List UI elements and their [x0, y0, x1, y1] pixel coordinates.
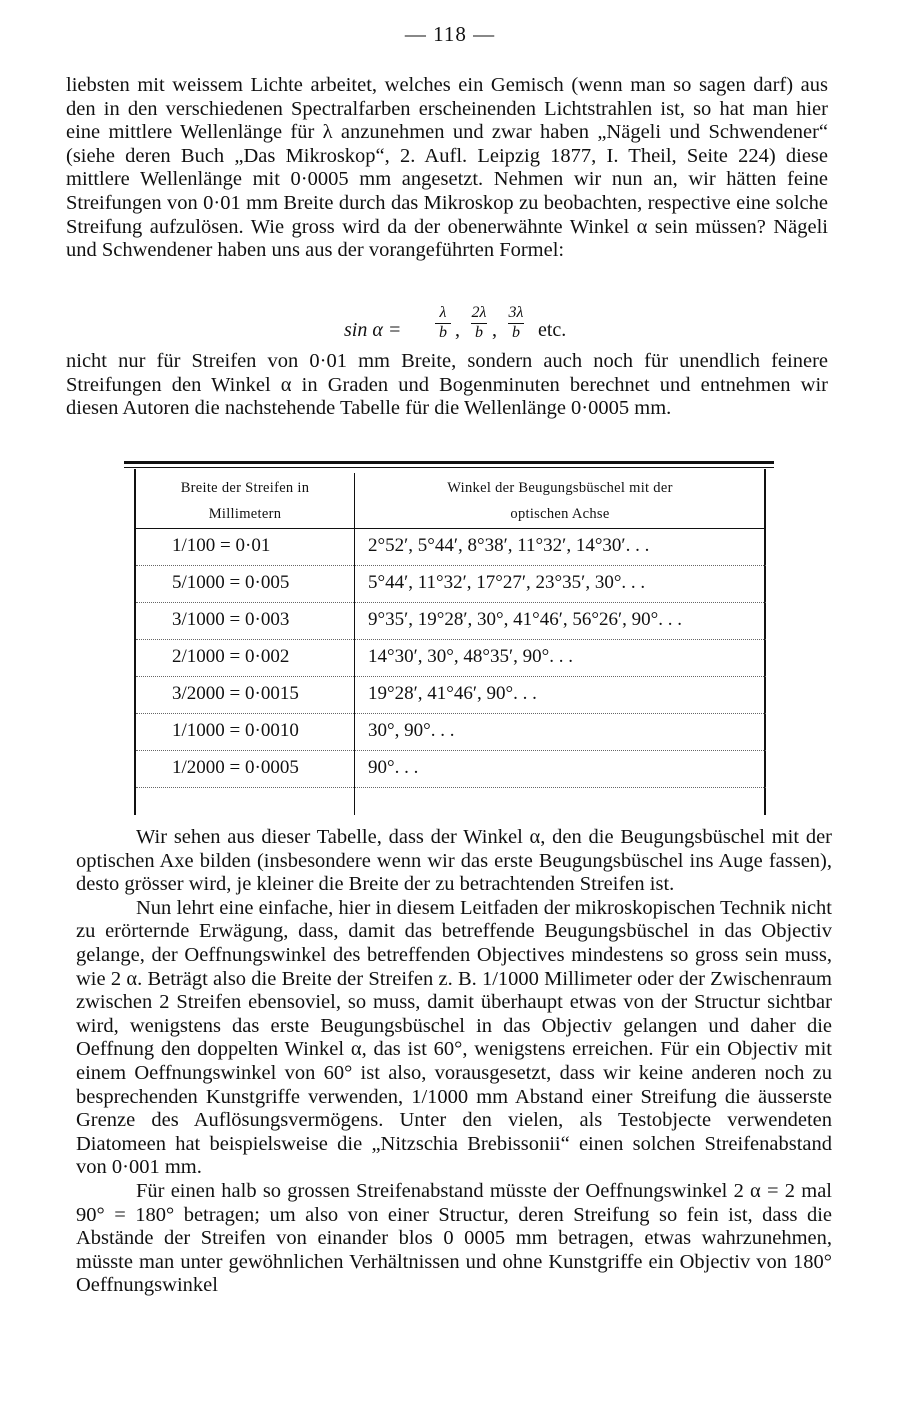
- table-row: [124, 566, 774, 603]
- table-row: [124, 640, 774, 677]
- cell-width: 1/100 = 0·01: [172, 535, 271, 556]
- table-header-angles: Winkel der Beugungsbüschel mit der optischen Achse: [447, 480, 673, 522]
- formula-fraction: [432, 303, 454, 342]
- cell-width: 3/1000 = 0·003: [172, 609, 290, 630]
- formula-fraction: [468, 303, 490, 342]
- cell-width: 2/1000 = 0·002: [172, 646, 290, 667]
- paragraph-5: Für einen halb so grossen Streifenabstand müsste der Oeffnungswinkel 2 α = 2 mal 90° = 180° betragen; um also von einer Structur, deren Streifung so fein ist, dass die Abstände der Streifen von einander blos 0 0005 mm betragen, etwas wahrzunehmen, müsste man unter gewöhnlichen Verhältnissen und ohne Kunstgriffe ein Objectiv von 180° Oeffnungswinkel: [76, 1179, 832, 1297]
- table-row: [124, 603, 774, 640]
- cell-angles: 9°35′, 19°28′, 30°, 41°46′, 56°26′, 90°. . .: [368, 609, 682, 630]
- formula-etc: etc.: [538, 319, 567, 341]
- body-text: [76, 826, 832, 1298]
- cell-width: 1/1000 = 0·0010: [172, 720, 299, 741]
- cell-angles: 2°52′, 5°44′, 8°38′, 11°32′, 14°30′. . .: [368, 535, 650, 556]
- cell-angles: 90°. . .: [368, 757, 419, 778]
- cell-angles: 5°44′, 11°32′, 17°27′, 23°35′, 30°. . .: [368, 572, 646, 593]
- fraction-numerator: λ: [439, 304, 447, 321]
- paragraph-4: Nun lehrt eine einfache, hier in diesem Leitfaden der mikroskopischen Technik nicht zu erörternde Erwägung, dass, damit das betreffende Beugungsbüschel in das Objectiv gelange, der Oeffnungswinkel des betreffenden Objectives mindestens so gross sein muss, wie 2 α. Beträgt also die Breite der Streifen z. B. 1/1000 Millimeter oder der Zwischenraum zwischen 2 Streifen ebensoviel, so muss, damit überhaupt etwas von der Structur sichtbar wird, wenigstens das erste Beugungsbüschel in das Objectiv gelangen und daher die Oeffnung den doppelten Winkel α, das ist 60°, wenigstens erreichen. Für ein Objectiv mit einem Oeffnungswinkel von 60° ist also, vorausgesetzt, dass wir keine anderen noch zu besprechenden Kunstgriffe verwenden, 1/1000 mm Abstand einer Streifung die äusserste Grenze des Auflösungsvermögens. Unter den vielen, als Testobjecte verwendeten Diatomeen hat beispielsweise die „Nitzschia Brebissonii“ einen solchen Streifenabstand von 0·001 mm.: [76, 896, 832, 1179]
- table-row: [124, 529, 774, 566]
- table-row: [124, 714, 774, 751]
- fraction-denominator: b: [475, 324, 483, 341]
- table-header-width: Breite der Streifen in Millimetern: [180, 480, 310, 522]
- fraction-numerator: 2λ: [471, 304, 487, 321]
- page-number: — 118 —: [404, 22, 496, 46]
- table-row: [124, 677, 774, 714]
- paragraph-intro: [66, 74, 828, 263]
- fraction-separator: ,: [492, 319, 497, 341]
- angle-table: [124, 461, 774, 815]
- table-top-rule: [124, 461, 774, 464]
- paragraph-2: nicht nur für Streifen von 0·01 mm Breite, sondern auch noch für unendlich feinere Streifungen den Winkel α in Graden und Bogenminuten berechnet und entnehmen wir diesen Autoren die nachstehende Tabelle für die Wellenlänge 0·0005 mm.: [66, 350, 828, 420]
- fraction-denominator: b: [439, 324, 447, 341]
- formula-sin: sin α =: [344, 319, 402, 341]
- paragraph-1: liebsten mit weissem Lichte arbeitet, welches ein Gemisch (wenn man so sagen darf) aus den in den verschiedenen Spectralfarben erscheinenden Lichtstrahlen ist, so hat man hier eine mittlere Wellenlänge für λ anzunehmen und zwar haben „Nägeli und Schwendener“ (siehe deren Buch „Das Mikroskop“, 2. Aufl. Leipzig 1877, I. Theil, Seite 224) diese mittlere Wellenlänge mit 0·0005 mm angesetzt. Nehmen wir nun an, wir hätten feine Streifungen von 0·01 mm Breite durch das Mikroskop zu beobachten, respective eine solche Streifung aufzulösen. Wie gross wird da der obenerwähnte Winkel α sein müssen? Nägeli und Schwendener haben uns aus der vorangeführten Formel:: [66, 74, 828, 262]
- fraction-separator: ,: [455, 319, 460, 341]
- formula: [340, 303, 640, 355]
- formula-fraction: [505, 303, 527, 342]
- cell-width: 5/1000 = 0·005: [172, 572, 290, 593]
- cell-width: 3/2000 = 0·0015: [172, 683, 299, 704]
- fraction-denominator: b: [512, 324, 520, 341]
- cell-angles: 14°30′, 30°, 48°35′, 90°. . .: [368, 646, 573, 667]
- cell-angles: 19°28′, 41°46′, 90°. . .: [368, 683, 537, 704]
- paragraph-3: Wir sehen aus dieser Tabelle, dass der Winkel α, den die Beugungsbüschel mit der optischen Axe bilden (insbesondere wenn wir das erste Beugungsbüschel ins Auge fassen), desto grösser wird, je kleiner die Breite der zu betrachtenden Streifen ist.: [76, 826, 832, 896]
- paragraph-table-intro: [66, 350, 828, 421]
- cell-width: 1/2000 = 0·0005: [172, 757, 299, 778]
- fraction-numerator: 3λ: [508, 304, 524, 321]
- cell-angles: 30°, 90°. . .: [368, 720, 455, 741]
- table-top-rule-thin: [124, 467, 774, 468]
- table-row: [124, 751, 774, 788]
